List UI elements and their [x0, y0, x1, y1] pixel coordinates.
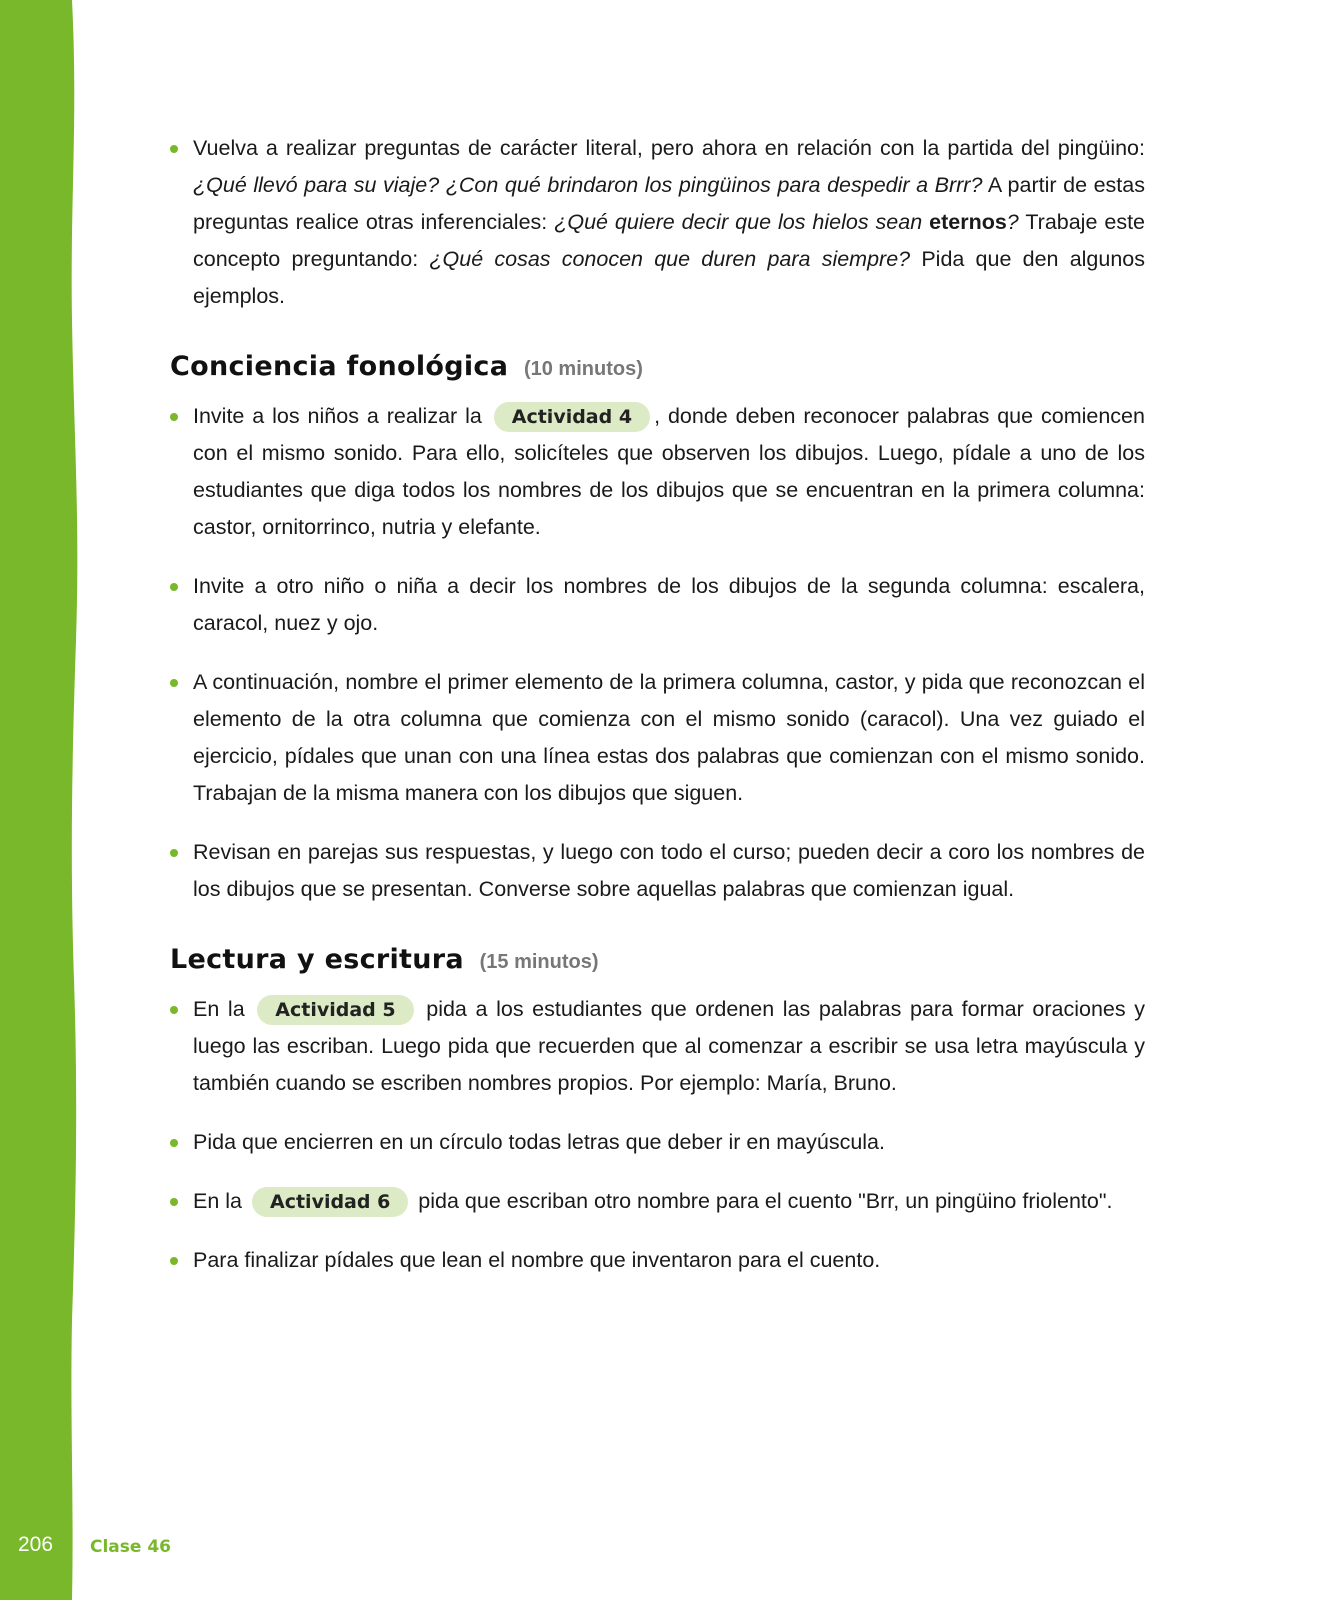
- text: Invite a otro niño o niña a decir los nombres de los dibujos de la segunda columna: escalera, caracol, nuez y ojo.: [193, 574, 1145, 635]
- conciencia-bullet-2: [170, 568, 1145, 642]
- bullet-dot: [170, 1257, 178, 1265]
- bullet-dot: [170, 583, 178, 591]
- bullet-dot: [170, 679, 178, 687]
- text: pida a los estudiantes que ordenen las palabras para formar oraciones y luego las escriban. Luego pida que recuerden que al comenzar a escribir se usa letra mayúscula y también cuando se escriben nombres propios. Por ejemplo: María, Bruno.: [193, 997, 1145, 1095]
- conciencia-bullet-1: [170, 398, 1145, 546]
- text: En la: [193, 1189, 243, 1213]
- section-minutes: (10 minutos): [523, 358, 643, 380]
- conciencia-bullet-3: [170, 664, 1145, 812]
- lectura-bullet-2: [170, 1124, 1145, 1161]
- bullet-dot: [170, 1006, 178, 1014]
- page-number: 206: [18, 1533, 54, 1556]
- text: Pida que encierren en un círculo todas letras que deber ir en mayúscula.: [193, 1130, 885, 1154]
- lectura-bullet-3: [170, 1183, 1145, 1220]
- bullet-dot: [170, 1139, 178, 1147]
- text: , donde deben reconocer palabras que comiencen con el mismo sonido. Para ello, solicíteles que observen los dibujos. Luego, pídale a uno de los estudiantes que diga todos los nombres de los dibujos que se encuentran en la primera columna: castor, ornitorrinco, nutria y elefante.: [193, 404, 1145, 539]
- text: Para finalizar pídales que lean el nombre que inventaron para el cuento.: [193, 1248, 881, 1272]
- italic-mark: ?: [1006, 210, 1019, 234]
- activity-pill: Actividad 5: [257, 995, 413, 1025]
- text: A partir de estas preguntas realice otras inferenciales:: [193, 173, 1145, 234]
- italic-question: ¿Qué quiere decir que los hielos sean: [554, 210, 930, 234]
- section-title: Lectura y escritura: [170, 944, 464, 975]
- lectura-bullet-1: [170, 991, 1145, 1102]
- intro-bullet: [170, 130, 1145, 315]
- text: Trabaje este concepto preguntando:: [193, 210, 1146, 271]
- text: pida que escriban otro nombre para el cuento "Brr, un pingüino friolento".: [412, 1189, 1113, 1213]
- section-minutes: (15 minutos): [479, 951, 599, 973]
- text: Invite a los niños a realizar la: [193, 404, 482, 428]
- lectura-bullet-4: [170, 1242, 1145, 1279]
- bullet-dot: [170, 145, 178, 153]
- text: Revisan en parejas sus respuestas, y luego con todo el curso; pueden decir a coro los nombres de los dibujos que se presentan. Converse sobre aquellas palabras que comienzan igual.: [193, 840, 1145, 901]
- conciencia-bullet-4: [170, 834, 1145, 908]
- section-title: Conciencia fonológica: [170, 351, 509, 382]
- section-heading-conciencia: [170, 351, 1145, 382]
- page-content: [170, 130, 1145, 1301]
- text: En la: [193, 997, 245, 1021]
- text: A continuación, nombre el primer elemento de la primera columna, castor, y pida que reconozcan el elemento de la otra columna que comienza con el mismo sonido (caracol). Una vez guiado el ejercicio, pídales que unan con una línea estas dos palabras que comienzan con el mismo sonido. Trabajan de la misma manera con los dibujos que siguen.: [193, 670, 1145, 805]
- green-side-band: [0, 0, 90, 1600]
- clase-label: Clase 46: [90, 1537, 171, 1557]
- bold-word: eternos: [929, 210, 1007, 234]
- italic-question: ¿Qué cosas conocen que duren para siempre?: [429, 247, 911, 271]
- text: Pida que den algunos ejemplos.: [193, 247, 1146, 308]
- section-heading-lectura: [170, 944, 1145, 975]
- bullet-dot: [170, 1198, 178, 1206]
- activity-pill: Actividad 4: [494, 402, 650, 432]
- text: Vuelva a realizar preguntas de carácter literal, pero ahora en relación con la partida del pingüino:: [193, 136, 1145, 160]
- bullet-dot: [170, 413, 178, 421]
- activity-pill: Actividad 6: [252, 1187, 408, 1217]
- italic-question: ¿Qué llevó para su viaje? ¿Con qué brindaron los pingüinos para despedir a Brrr?: [193, 173, 983, 197]
- bullet-dot: [170, 849, 178, 857]
